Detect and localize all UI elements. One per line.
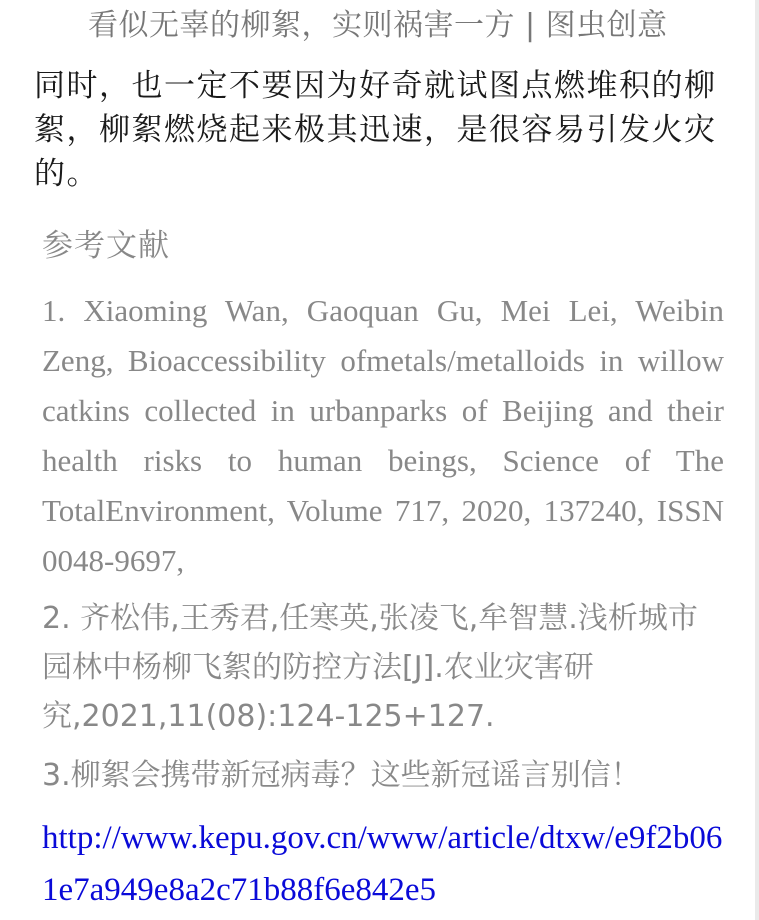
body-paragraph: 同时，也一定不要因为好奇就试图点燃堆积的柳絮，柳絮燃烧起来极其迅速，是很容易引发火灾的。	[34, 68, 717, 192]
page-edge	[755, 0, 759, 920]
image-caption-title: 看似无辜的柳絮，实则祸害一方 | 图虫创意	[88, 8, 668, 43]
reference-link[interactable]: http://www.kepu.gov.cn/www/article/dtxw/e9f2b061e7a949e8a2c71b88f6e842e5	[42, 820, 723, 908]
references-heading: 参考文献	[42, 228, 170, 264]
reference-item-3: 3.柳絮会携带新冠病毒？这些新冠谣言别信！	[42, 758, 641, 793]
reference-item-1: 1. Xiaoming Wan, Gaoquan Gu, Mei Lei, Weibin Zeng, Bioaccessibility ofmetals/metalloids in willow catkins collected in urbanparks of Beijing and their health risks to human beings, Science of The TotalEnvironment, Volume 717, 2020, 137240, ISSN 0048-9697,	[42, 293, 724, 578]
reference-item-2: 2. 齐松伟,王秀君,任寒英,张凌飞,牟智慧.浅析城市园林中杨柳飞絮的防控方法[J].农业灾害研究,2021,11(08):124-125+127.	[42, 601, 698, 734]
